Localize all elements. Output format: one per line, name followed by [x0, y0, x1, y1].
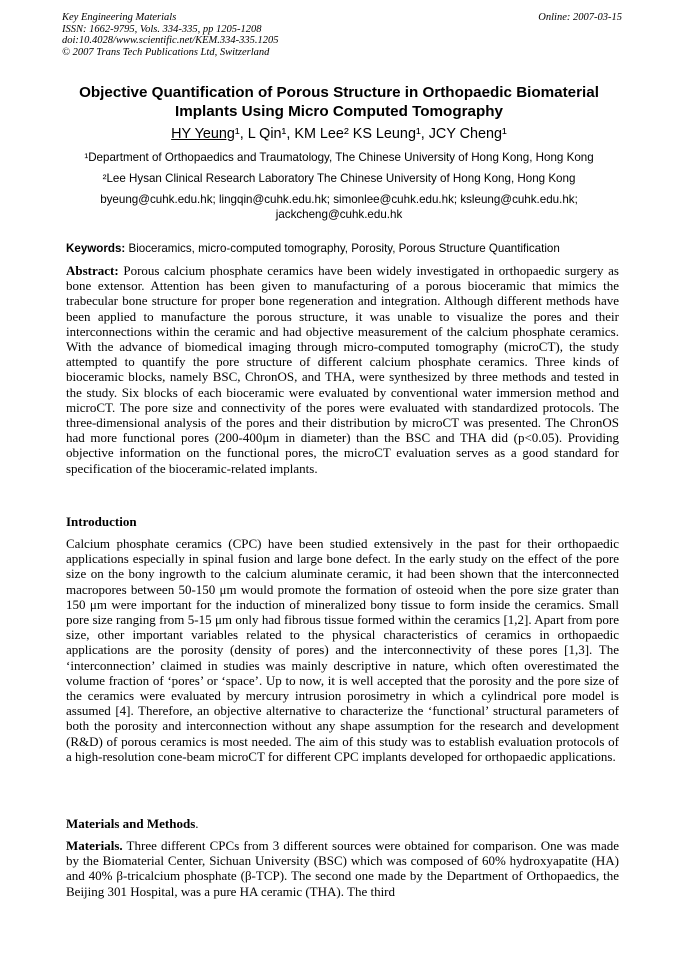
introduction-heading: Introduction [66, 514, 137, 529]
affiliation-2: ²Lee Hysan Clinical Research Laboratory The Chinese University of Hong Kong, Hong Kong [102, 172, 576, 185]
methods-heading-text: Materials and Methods [66, 816, 196, 831]
author-emails: byeung@cuhk.edu.hk; lingqin@cuhk.edu.hk; simonlee@cuhk.edu.hk; ksleung@cuhk.edu.hk; jackcheng@cuhk.edu.hk [100, 193, 578, 221]
methods-heading [66, 816, 199, 831]
other-authors: ¹, L Qin¹, KM Lee² KS Leung¹, JCY Cheng¹ [234, 126, 507, 142]
materials-text: Three different CPCs from 3 different sources were obtained for comparison. One was made by the Biomaterial Center, Sichuan University (BSC) which was composed of 60% hydroxyapatite (HA) and 40% β-tricalcium phosphate (β-TCP). The second one made by the Department of Orthopaedics, the Beijing 301 Hospital, was a pure HA ceramic (THA). The third [66, 838, 619, 899]
materials-label: Materials. [66, 838, 123, 853]
methods-heading-period: . [195, 816, 199, 831]
abstract-text: Porous calcium phosphate ceramics have been widely investigated in orthopaedic surgery as bone extensor. Attention has been given to manufacturing of a porous bioceramic that mimics the trabecular bone structure for proper bone regeneration and integration. Although different methods have been applied to manufacture the porous structure, it was unable to visualize the pores and their interconnections within the ceramic and had objective measurement of the calcium phosphate ceramics. With the advance of biomedical imaging through micro-computed tomography (microCT), the study attempted to quantify the pore structure of different calcium phosphate ceramics. Three kinds of bioceramic blocks, namely BSC, ChronOS, and THA, were synthesized by three methods and tested in the study. Six blocks of each bioceramic were evaluated by conventional water immersion method and microCT. The pore size and connectivity of the pores were evaluated with standardized protocols. The three-dimensional analysis of the pores and their distribution by microCT was presented. The ChronOS had more functional pores (200-400μm in diameter) than the BSC and THA did (p<0.05). Providing objective information on the functional pores, the microCT evaluation serves as a good standard for specification of the bioceramic-related implants. [66, 263, 619, 476]
title-line-2: Implants Using Micro Computed Tomography [175, 103, 503, 120]
journal-name: Key Engineering Materials [62, 12, 177, 23]
author-list [40, 125, 638, 143]
affiliation-1: ¹Department of Orthopaedics and Traumatology, The Chinese University of Hong Kong, Hong Kong [84, 151, 594, 164]
keywords-label: Keywords: [66, 242, 126, 255]
first-author: HY Yeung [171, 126, 235, 142]
materials-paragraph [66, 838, 619, 899]
abstract-label: Abstract: [66, 263, 119, 278]
keywords [66, 241, 618, 256]
journal-doi: doi:10.4028/www.scientific.net/KEM.334-335.1205 [62, 35, 279, 47]
journal-issn: ISSN: 1662-9795, Vols. 334-335, pp 1205-1208 [62, 23, 262, 35]
journal-copyright: © 2007 Trans Tech Publications Ltd, Switzerland [62, 46, 270, 58]
title-line-1: Objective Quantification of Porous Structure in Orthopaedic Biomaterial [79, 84, 599, 101]
journal-header [62, 12, 622, 58]
keywords-text: Bioceramics, micro-computed tomography, Porosity, Porous Structure Quantification [125, 242, 560, 255]
abstract-paragraph [66, 263, 619, 476]
online-date: Online: 2007-03-15 [538, 12, 622, 23]
paper-title [40, 83, 638, 121]
introduction-paragraph: Calcium phosphate ceramics (CPC) have been studied extensively in the past for their orthopaedic applications especially in spinal fusion and large bone defect. In the early study on the effect of the pore size on the bony ingrowth to the calcium aluminate ceramic, it had been shown that the interconnected macropores between 50-150 μm would promote the formation of osteoid when the pore size grater than 150 μm were important for the induction of mineralized bony tissue to form inside the ceramics. Small pore size ranging from 5-15 μm only had fibrous tissue formed within the ceramics [1,2]. Apart from pore size, other important variables related to the physical characteristics of ceramics in orthopaedic applications are the porosity (density of pores) and the interconnectivity of these pores [1,3]. The ‘interconnection’ claimed in studies was mainly descriptive in nature, which often overestimated the volume fraction of ‘pores’ or ‘space’. Up to now, it is well accepted that the porosity and the pore size of the ceramics were evaluated by mercury intrusion porosimetry in which a cylindrical pore model is assumed [4]. Therefore, an objective alternative to characterize the ‘functional’ structural parameters of both the porosity and interconnection without any shape assumption for the research and development (R&D) of porous ceramics is most needed. The aim of this study was to establish evaluation protocols of a high-resolution cone-beam microCT for different CPC implants developed for orthopaedic applications. [66, 536, 619, 764]
